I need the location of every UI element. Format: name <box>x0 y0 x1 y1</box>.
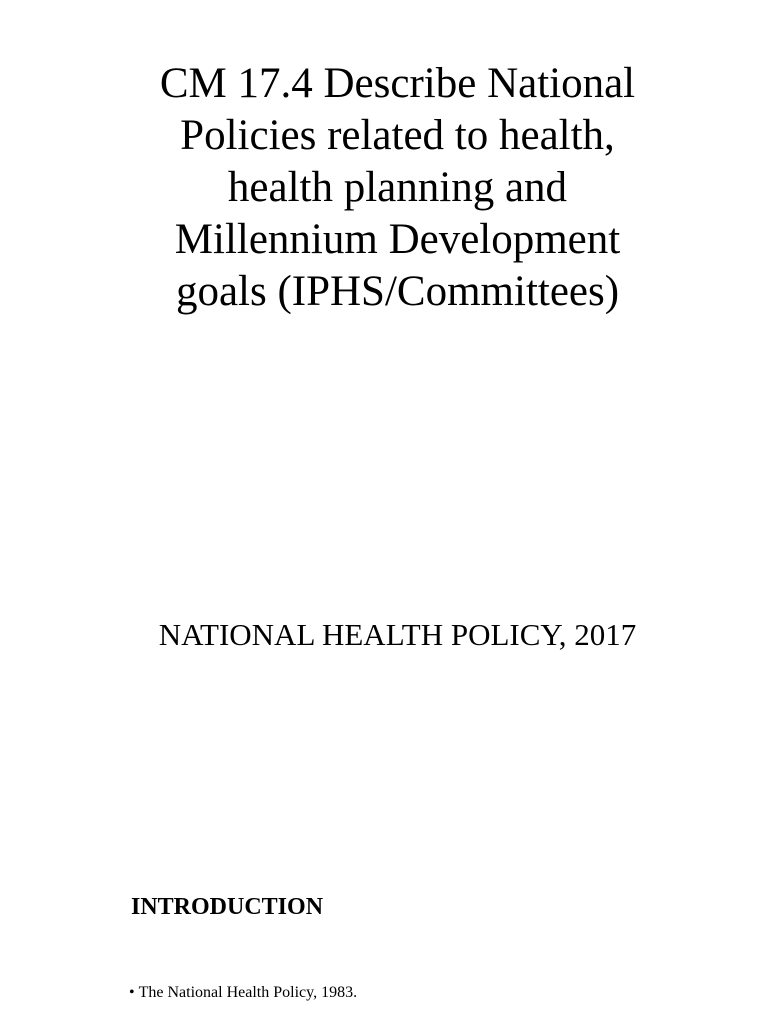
slide-title-line-4: Millennium Development <box>174 216 621 263</box>
list-item <box>129 982 357 1004</box>
slide-title-line-5: goals (IPHS/Committees) <box>175 268 620 315</box>
slide-title <box>60 58 735 318</box>
bullet-marker: • <box>129 984 135 1001</box>
list-item-text: The National Health Policy, 1983. <box>138 984 358 1001</box>
introduction-bullet-list <box>129 982 357 1004</box>
introduction-heading: INTRODUCTION <box>131 894 324 920</box>
slide-title-line-3: health planning and <box>227 164 568 211</box>
slide-title-line-1: CM 17.4 Describe National <box>159 60 636 107</box>
policy-heading: NATIONAL HEALTH POLICY, 2017 <box>158 617 637 652</box>
slide-title-line-2: Policies related to health, <box>180 112 615 159</box>
